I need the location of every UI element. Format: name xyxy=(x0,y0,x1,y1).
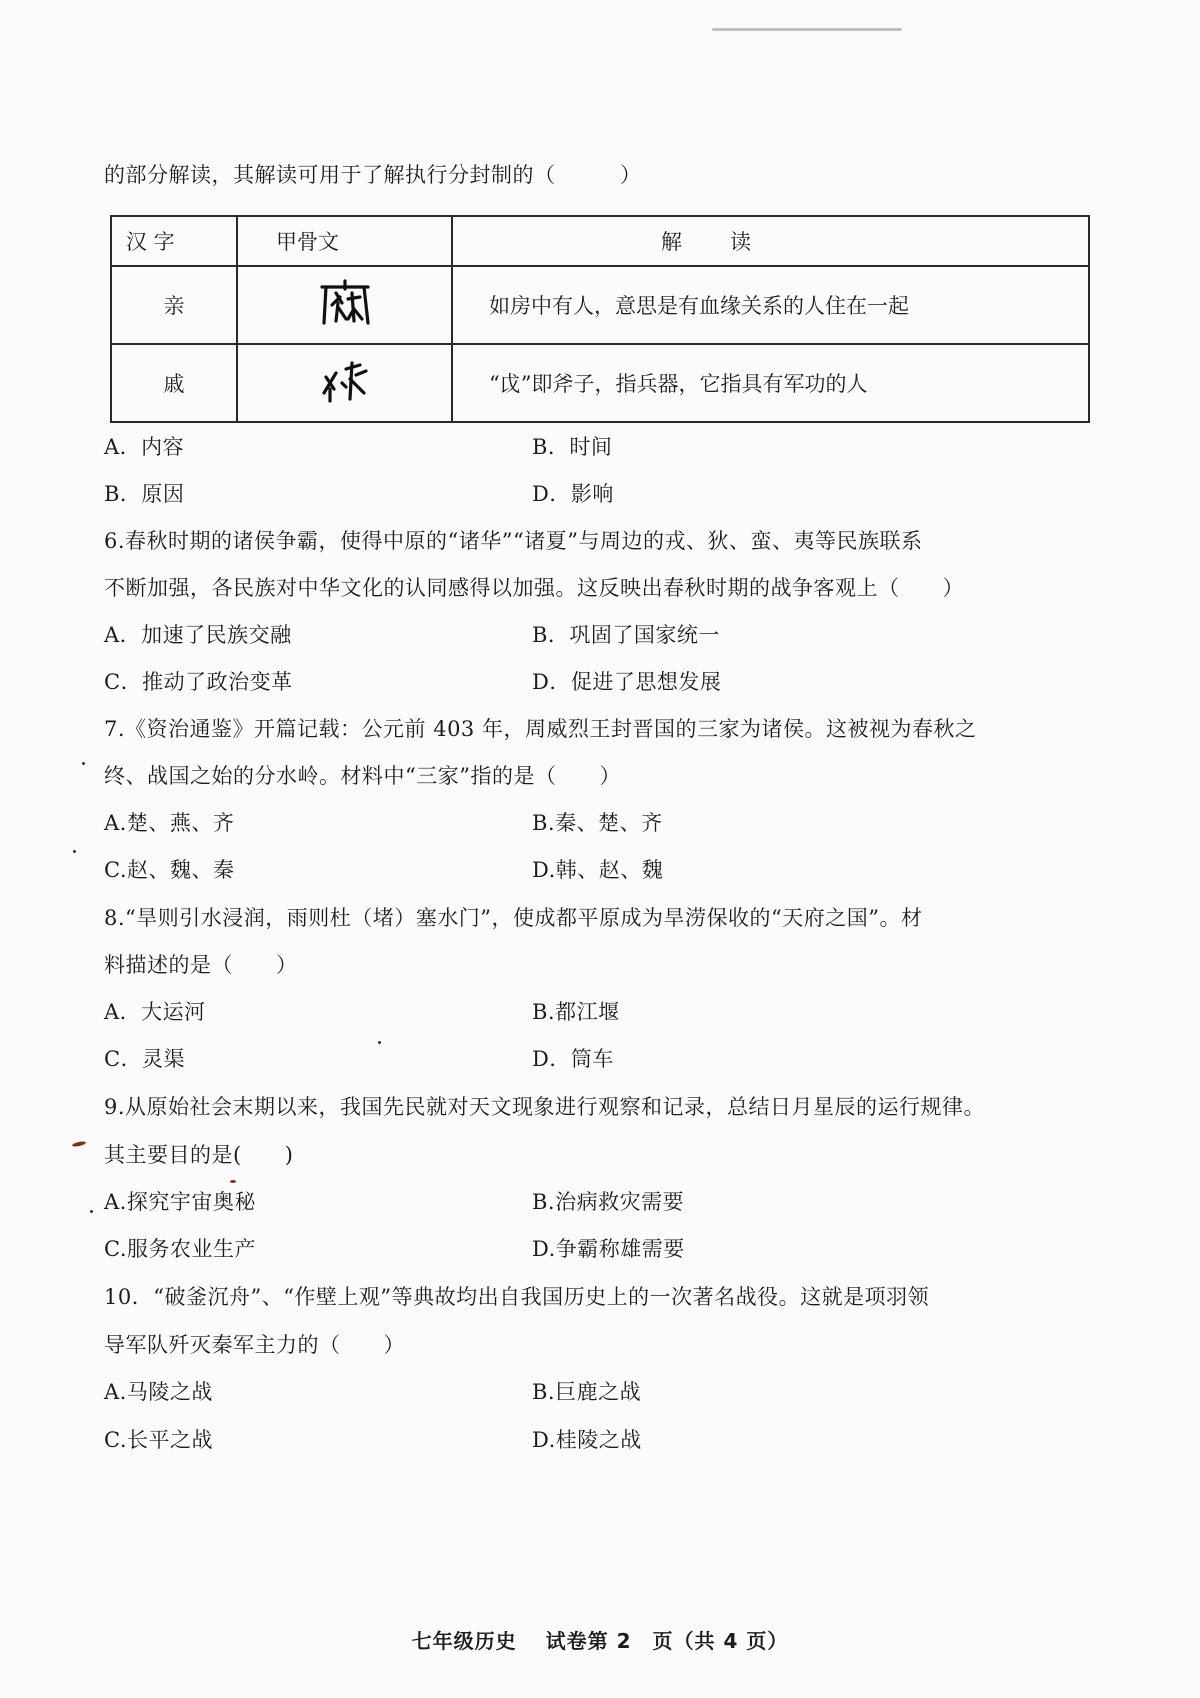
question-5-intro: 的部分解读，其解读可用于了解执行分封制的（ ） xyxy=(104,163,642,187)
q9-option-a[interactable]: A.探究宇宙奥秘 xyxy=(104,1190,256,1214)
q8-option-b[interactable]: B.都江堰 xyxy=(532,1000,620,1024)
pen-mark xyxy=(230,1180,236,1183)
header-hanzi: 汉 字 xyxy=(111,216,237,266)
q5-option-a[interactable]: A．内容 xyxy=(104,435,185,459)
table-row xyxy=(111,344,1089,422)
oracle-bone-table xyxy=(110,215,1090,423)
q9-option-c[interactable]: C.服务农业生产 xyxy=(104,1237,256,1261)
q5-option-c[interactable]: B．原因 xyxy=(104,482,185,506)
table-row xyxy=(111,266,1089,344)
header-reading: 解 读 xyxy=(452,216,1089,266)
question-6-line-2: 不断加强，各民族对中华文化的认同感得以加强。这反映出春秋时期的战争客观上（ ） xyxy=(104,576,964,600)
q10-option-a[interactable]: A.马陵之战 xyxy=(104,1380,213,1404)
q7-option-d[interactable]: D.韩、赵、魏 xyxy=(532,858,664,882)
pen-mark xyxy=(72,1141,87,1148)
q6-option-b[interactable]: B．巩固了国家统一 xyxy=(532,623,720,647)
cell-hanzi: 亲 xyxy=(111,266,237,344)
question-6-line-1: 6.春秋时期的诸侯争霸，使得中原的“诸华”“诸夏”与周边的戎、狄、蛮、夷等民族联系 xyxy=(104,529,923,553)
scan-artifact-line xyxy=(712,28,902,31)
scan-dot xyxy=(90,1210,93,1213)
header-oracle-bone: 甲骨文 xyxy=(237,216,452,266)
cell-glyph xyxy=(237,344,452,422)
scan-dot xyxy=(73,850,76,853)
q10-option-c[interactable]: C.长平之战 xyxy=(104,1428,213,1452)
q5-option-b[interactable]: B．时间 xyxy=(532,435,613,459)
q6-option-c[interactable]: C．推动了政治变革 xyxy=(104,670,293,694)
q7-option-b[interactable]: B.秦、楚、齐 xyxy=(532,811,663,835)
oracle-bone-qi-icon xyxy=(320,359,370,408)
q8-option-c[interactable]: C．灵渠 xyxy=(104,1047,186,1071)
question-7-line-1: 7.《资治通鉴》开篇记载：公元前 403 年，周威烈王封晋国的三家为诸侯。这被视为春秋之 xyxy=(104,717,977,741)
q10-option-b[interactable]: B.巨鹿之战 xyxy=(532,1380,642,1404)
cell-reading: 如房中有人，意思是有血缘关系的人住在一起 xyxy=(452,266,1089,344)
question-8-line-1: 8.“旱则引水浸润，雨则杜（堵）塞水门”，使成都平原成为旱涝保收的“天府之国”。材 xyxy=(104,906,923,930)
q10-option-d[interactable]: D.桂陵之战 xyxy=(532,1428,642,1452)
question-7-line-2: 终、战国之始的分水岭。材料中“三家”指的是（ ） xyxy=(104,764,621,788)
scan-dot xyxy=(378,1041,381,1044)
table-header-row xyxy=(111,216,1089,266)
q7-option-c[interactable]: C.赵、魏、秦 xyxy=(104,858,235,882)
question-8-line-2: 料描述的是（ ） xyxy=(104,953,298,977)
q8-option-a[interactable]: A．大运河 xyxy=(104,1000,206,1024)
q7-option-a[interactable]: A.楚、燕、齐 xyxy=(104,811,235,835)
q9-option-b[interactable]: B.治病救灾需要 xyxy=(532,1190,685,1214)
cell-hanzi: 戚 xyxy=(111,344,237,422)
q8-option-d[interactable]: D．筒车 xyxy=(532,1047,614,1071)
scan-dot xyxy=(82,762,85,765)
page-footer: 七年级历史 试卷第 2 页（共 4 页） xyxy=(411,1629,789,1653)
question-9-line-1: 9.从原始社会末期以来，我国先民就对天文现象进行观察和记录，总结日月星辰的运行规律。 xyxy=(104,1095,986,1119)
question-9-line-2: 其主要目的是( ) xyxy=(104,1143,294,1167)
cell-reading: “戉”即斧子，指兵器，它指具有军功的人 xyxy=(452,344,1089,422)
oracle-bone-qin-icon xyxy=(318,279,372,332)
q5-option-d[interactable]: D．影响 xyxy=(532,482,614,506)
question-10-line-1: 10．“破釜沉舟”、“作壁上观”等典故均出自我国历史上的一次著名战役。这就是项羽领 xyxy=(104,1285,930,1309)
question-10-line-2: 导军队歼灭秦军主力的（ ） xyxy=(104,1333,405,1357)
cell-glyph xyxy=(237,266,452,344)
q6-option-d[interactable]: D．促进了思想发展 xyxy=(532,670,722,694)
q9-option-d[interactable]: D.争霸称雄需要 xyxy=(532,1237,685,1261)
q6-option-a[interactable]: A．加速了民族交融 xyxy=(104,623,292,647)
